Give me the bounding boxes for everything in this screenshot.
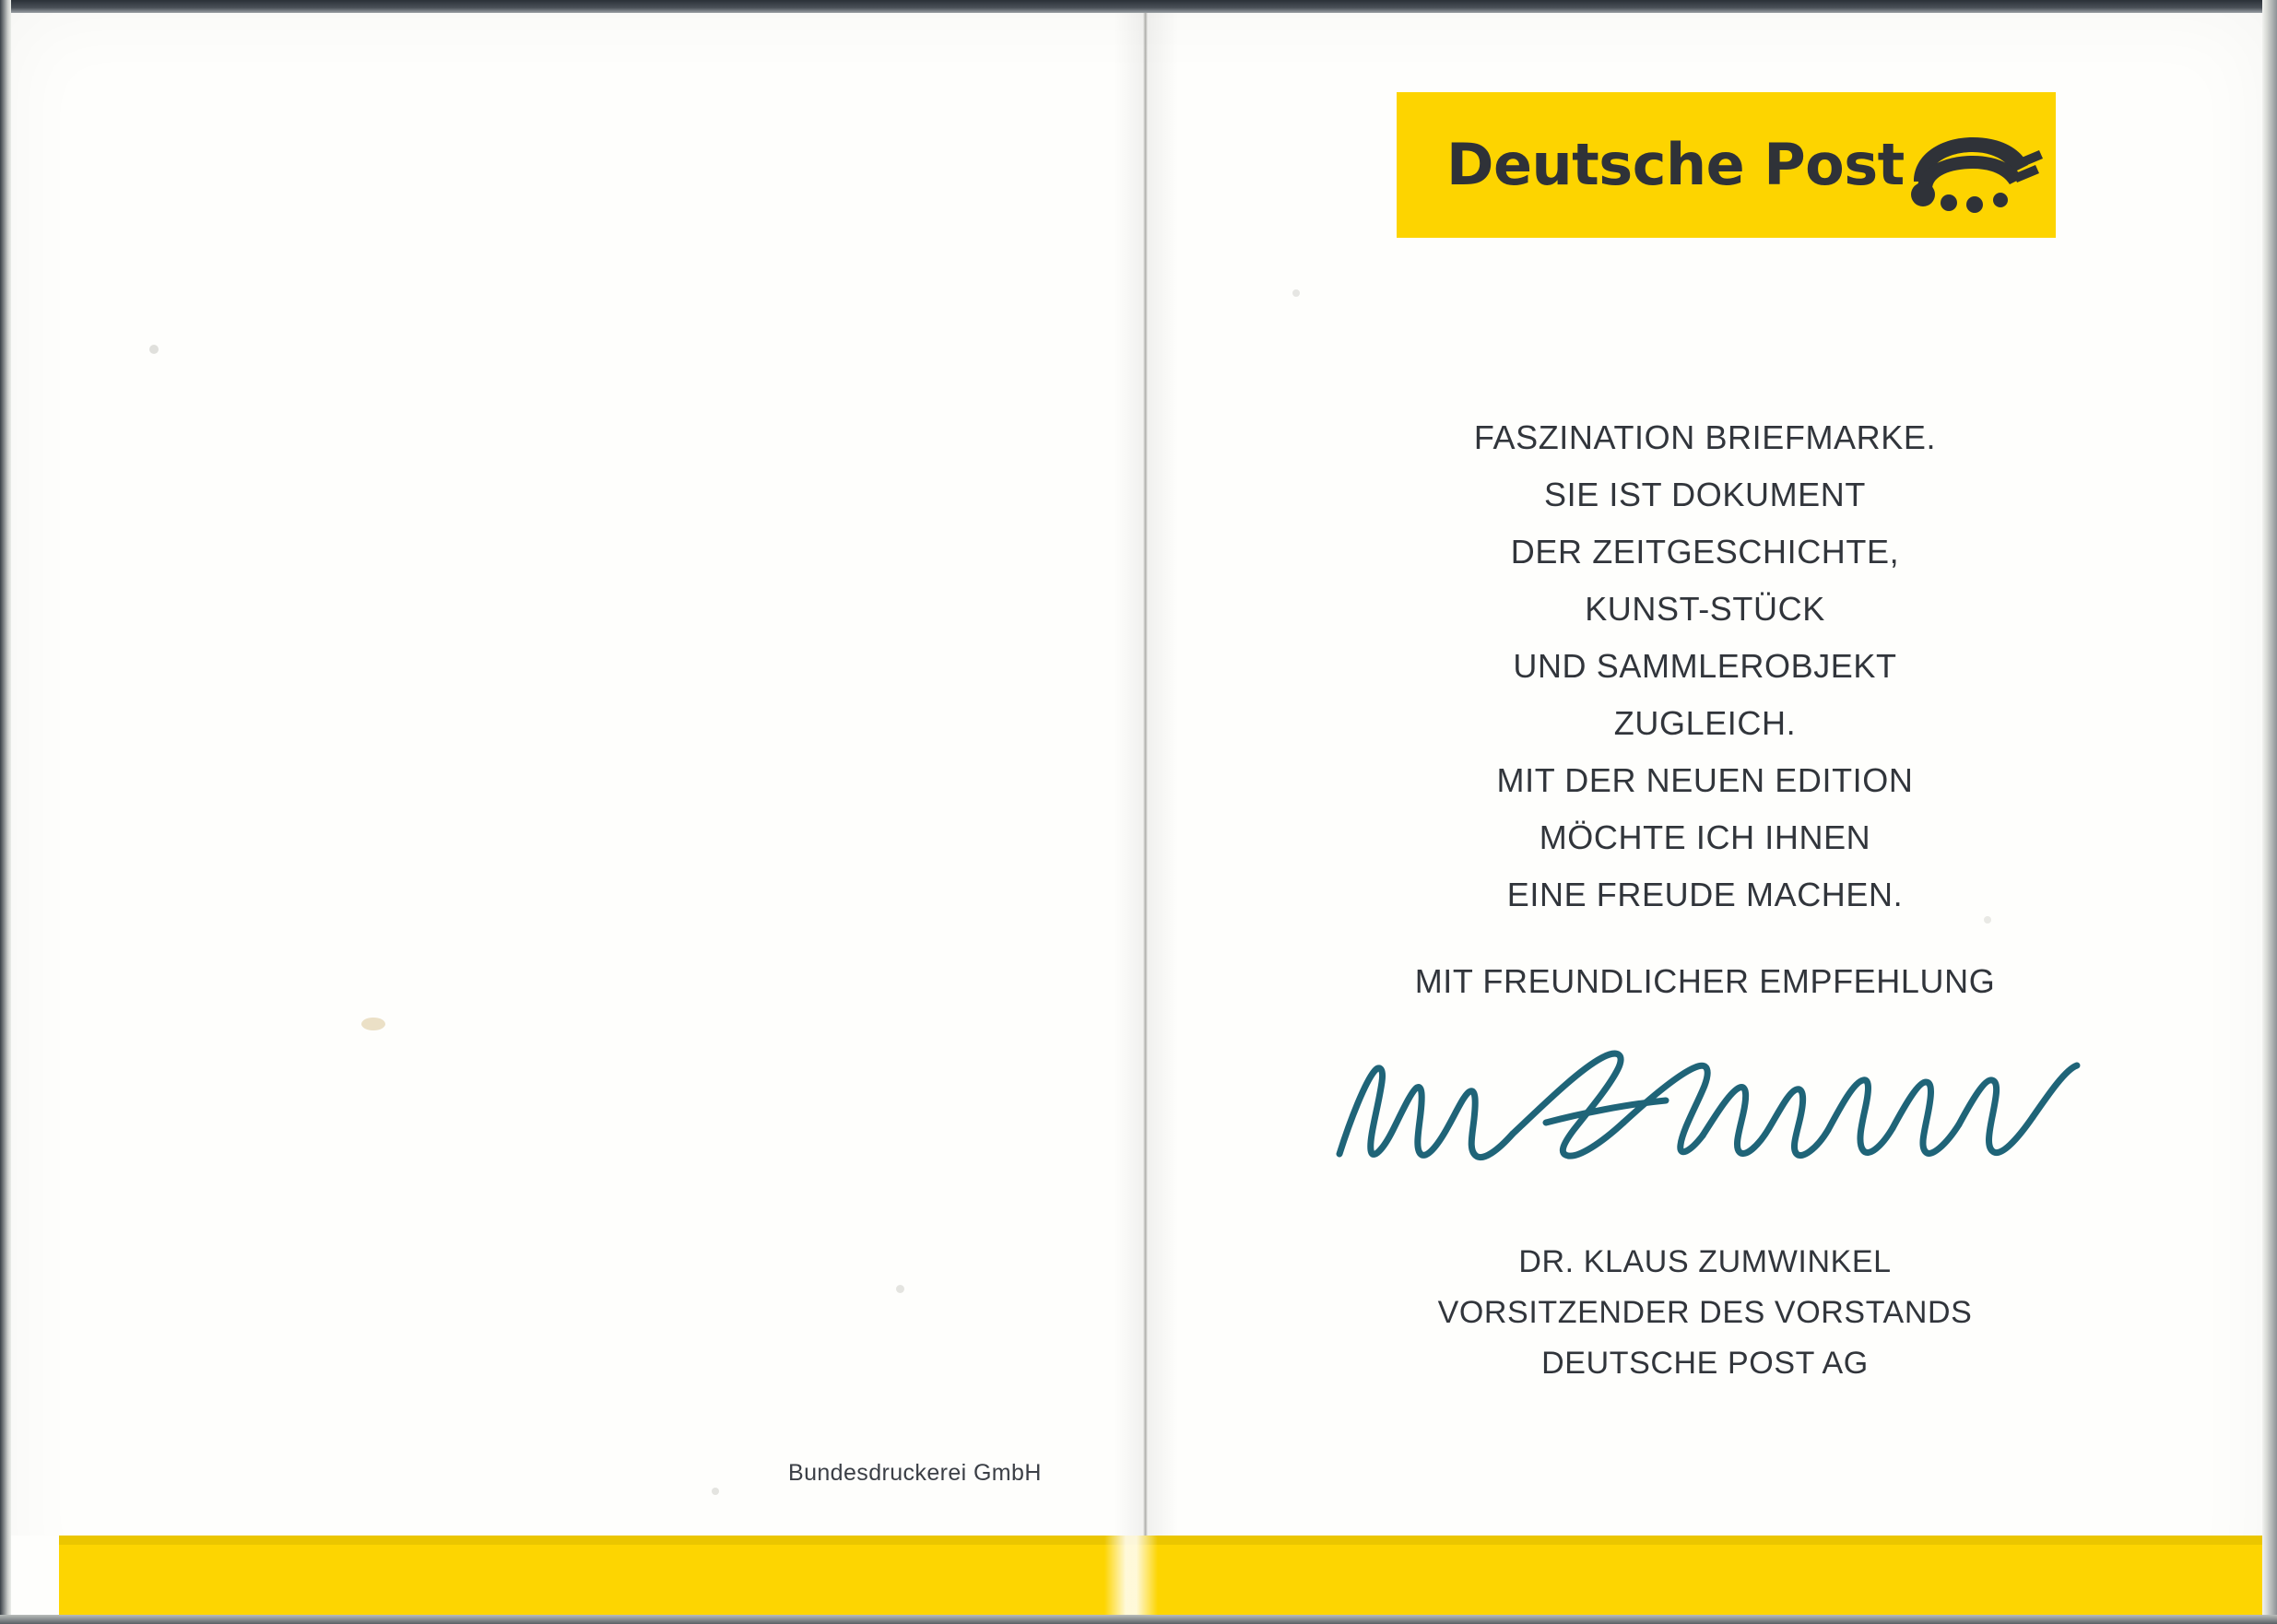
right-page — [1148, 13, 2262, 1536]
deutsche-post-wordmark: Deutsche Post — [1446, 131, 1905, 198]
scan-border-left — [0, 0, 11, 1624]
bottom-yellow-band — [11, 1536, 2262, 1615]
card-body — [11, 13, 2262, 1615]
letter-line: FASZINATION BRIEFMARKE. — [1473, 418, 1937, 456]
letter-line: UND SAMMLEROBJEKT — [1513, 647, 1897, 685]
scan-border-right — [2262, 0, 2277, 1624]
signer-name: DR. KLAUS ZUMWINKEL — [1518, 1244, 1892, 1279]
letter-line: ZUGLEICH. — [1613, 704, 1797, 742]
letter-line: SIE IST DOKUMENT — [1544, 476, 1866, 513]
letter-line: MÖCHTE ICH IHNEN — [1539, 818, 1871, 856]
signer-company: DEUTSCHE POST AG — [1541, 1346, 1869, 1381]
scan-border-bottom — [0, 1615, 2277, 1624]
letter-line: EINE FREUDE MACHEN. — [1506, 876, 1904, 913]
printer-credit: Bundesdruckerei GmbH — [788, 1460, 1042, 1486]
letter-line: KUNST-STÜCK — [1585, 590, 1825, 628]
deutsche-post-logo — [1397, 92, 2056, 238]
signer-block — [1148, 1237, 2262, 1389]
signer-title: VORSITZENDER DES VORSTANDS — [1437, 1295, 1973, 1330]
band-left-notch — [11, 1536, 59, 1615]
left-page — [11, 13, 1143, 1536]
post-horn-icon — [1905, 117, 2043, 213]
handwritten-signature — [1314, 1034, 2143, 1209]
letter-line: MIT DER NEUEN EDITION — [1496, 761, 1914, 799]
letter-line: DER ZEITGESCHICHTE, — [1510, 533, 1900, 571]
scan-border-top — [0, 0, 2277, 13]
letter-body — [1148, 409, 2262, 924]
salutation-text: MIT FREUNDLICHER EMPFEHLUNG — [1414, 962, 1996, 1000]
band-fold-gap — [1104, 1536, 1158, 1615]
